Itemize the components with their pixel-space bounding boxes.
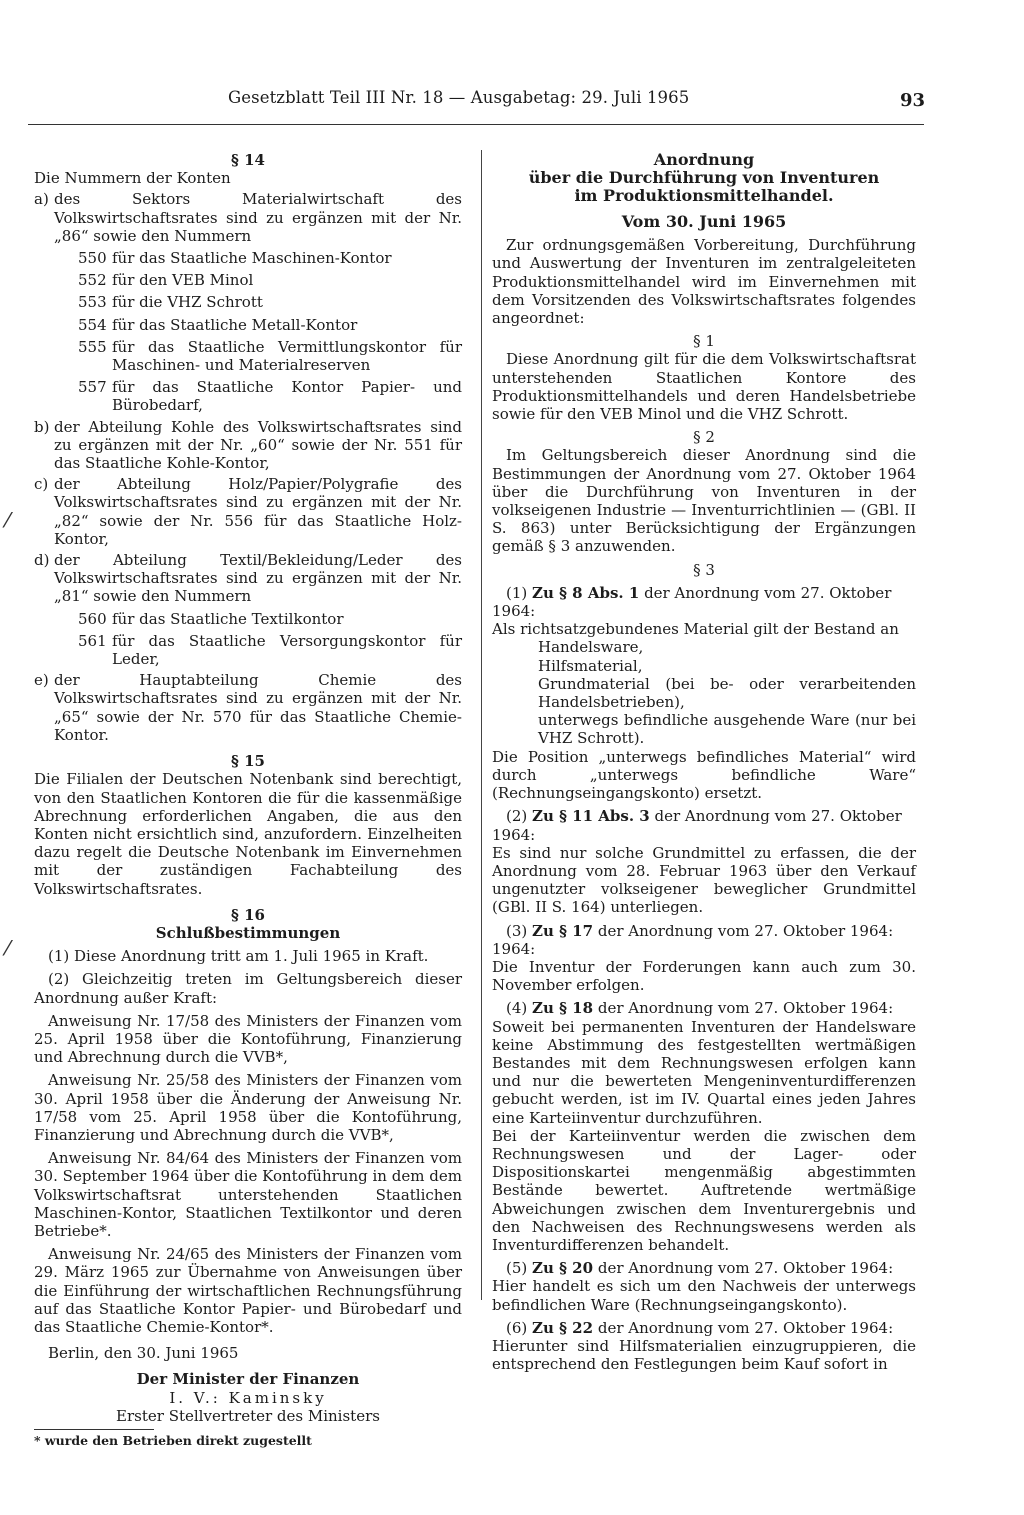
paragraph-1-text-2: Die Position „unterwegs befindliches Material“ wird durch „unterwegs befindliche Ware“ (Rechnungseingangskonto) ersetzt. [492, 747, 916, 803]
paragraph-reference-rest: der Anordnung vom 27. Oktober 1964: [492, 583, 892, 621]
account-number: 555 [78, 337, 107, 356]
item-label: c) [34, 475, 49, 494]
paragraph-3-heading [492, 922, 916, 958]
account-number: 550 [78, 249, 107, 268]
paragraph-4-text: Soweit bei permanenten Inventuren der Handelsware keine Abstimmung des festgestellten wertmäßigen Bestandes mit dem Rechnungswesen erfolgen kann und nur die bewerteten Mengeninventurdifferenzen gebucht werden, ist im IV. Quartal eines jeden Jahres eine Karteiinventur durchzuführen. [492, 1017, 916, 1127]
material-list-item: Handelsware, [538, 638, 644, 657]
section-heading-16: § 16 [231, 905, 265, 924]
material-list-item: Grundmaterial (bei be- oder verarbeitenden Handelsbetrieben), [538, 674, 916, 712]
section-heading-3: § 3 [693, 560, 715, 579]
title-line: Anordnung [653, 150, 755, 169]
paragraph-2-heading [492, 807, 916, 843]
item-label: d) [34, 551, 50, 570]
ordinance-title [492, 151, 916, 205]
paragraph-number: (4) [506, 999, 528, 1018]
footnote: * wurde den Betrieben direkt zugestellt [34, 1433, 312, 1448]
repealed-directive: Anweisung Nr. 84/64 des Ministers der Finanzen vom 30. September 1964 über die Kontoführung in dem dem Volkswirtschaftsrat unterstehenden Staatlichen Maschinen-Kontor, Staatlichen Textilkontor und deren Betriebe*. [34, 1149, 462, 1240]
paragraph-6-heading [492, 1319, 916, 1337]
account-entry [34, 293, 462, 311]
right-column [492, 151, 916, 1373]
section-16-paragraph-1: (1) Diese Anordnung tritt am 1. Juli 1965 in Kraft. [48, 947, 429, 966]
paragraph-reference: Zu § 17 [532, 921, 594, 940]
list-item-a [34, 190, 462, 245]
margin-tick-mark: ⁄ [6, 936, 10, 960]
item-text: der Abteilung Holz/Papier/Polygrafie des Volkswirtschaftsrates sind zu ergänzen mit der Nr. „82“ sowie der Nr. 556 für das Staatliche Holz-Kontor, [54, 475, 462, 548]
paragraph-number: (1) [506, 583, 528, 602]
paragraph-reference-rest: der Anordnung vom 27. Oktober 1964: [597, 999, 894, 1018]
title-line: über die Durchführung von Inventuren [528, 168, 880, 187]
column-divider [481, 150, 482, 1300]
repealed-directive: Anweisung Nr. 25/58 des Ministers der Finanzen vom 30. April 1958 über die Änderung der Anweisung Nr. 17/58 vom 25. April 1958 über die Kontoführung, Finanzierung und Abrechnung durch die VVB*, [34, 1071, 462, 1144]
account-number: 554 [78, 315, 107, 334]
account-number: 561 [78, 631, 107, 650]
item-label: b) [34, 417, 50, 436]
account-text: für die VHZ Schrott [112, 293, 263, 312]
header-rule [28, 124, 924, 125]
material-list-item: Hilfsmaterial, [538, 656, 643, 675]
item-label: a) [34, 190, 49, 209]
account-number: 552 [78, 271, 107, 290]
paragraph-3-text: Die Inventur der Forderungen kann auch zum 30. November erfolgen. [492, 957, 916, 995]
signer-role: Erster Stellvertreter des Ministers [116, 1406, 380, 1425]
list-item-c [34, 475, 462, 548]
running-title: Gesetzblatt Teil III Nr. 18 — Ausgabetag: 29. Juli 1965 [228, 88, 690, 107]
list-item-e [34, 671, 462, 744]
account-entry [34, 378, 462, 414]
item-label: e) [34, 671, 49, 690]
item-text: des Sektors Materialwirtschaft des Volkswirtschaftsrates sind zu ergänzen mit der Nr. „86“ sowie den Nummern [54, 190, 462, 245]
account-entry [34, 610, 462, 628]
section-14-intro: Die Nummern der Konten [34, 169, 231, 188]
paragraph-reference: Zu § 20 [532, 1259, 594, 1278]
paragraph-1-text: Als richtsatzgebundenes Material gilt der Bestand an [492, 620, 899, 639]
account-number: 553 [78, 293, 107, 312]
paragraph-reference-rest: der Anordnung vom 27. Oktober 1964: [492, 807, 902, 844]
paragraph-reference: Zu § 8 Abs. 1 [532, 583, 640, 602]
paragraph-reference-rest: der Anordnung vom 27. Oktober 1964: 1964: [492, 921, 894, 958]
paragraph-reference-rest: der Anordnung vom 27. Oktober 1964: [597, 1318, 894, 1337]
section-15-text: Die Filialen der Deutschen Notenbank sind berechtigt, von den Staatlichen Kontoren die für die kassenmäßige Abrechnung erforderlichen Angaben, die aus den Konten nicht ersichtlich sind, anzufordern. Einzelheiten dazu regelt die Deutsche Notenbank im Einvernehmen mit der zuständigen Fachabteilung des Volkswirtschaftsrates. [34, 770, 462, 898]
paragraph-number: (6) [506, 1318, 528, 1337]
paragraph-6-text: Hierunter sind Hilfsmaterialien einzugruppieren, die entsprechend den Festlegungen beim Kauf sofort in [492, 1336, 916, 1374]
paragraph-reference: Zu § 18 [532, 999, 594, 1018]
section-heading-15: § 15 [231, 752, 265, 771]
page-header [0, 88, 1024, 118]
section-16-paragraph-2: (2) Gleichzeitig treten im Geltungsbereich dieser Anordnung außer Kraft: [34, 970, 462, 1007]
section-heading-2: § 2 [693, 428, 715, 447]
material-list-item: unterwegs befindliche ausgehende Ware (nur bei VHZ Schrott). [538, 711, 916, 748]
repealed-directive: Anweisung Nr. 17/58 des Ministers der Finanzen vom 25. April 1958 über die Kontoführung, Finanzierung und Abrechnung durch die VVB*, [34, 1011, 462, 1067]
account-entry [34, 316, 462, 334]
margin-tick-mark: ⁄ [6, 508, 10, 532]
paragraph-4-text-2: Bei der Karteiinventur werden die zwischen dem Rechnungswesen und der Lager- oder Dispositionskartei mengenmäßig abgestimmten Bestände bewertet. Auftretende wertmäßige Abweichungen zwischen dem Inventurergebnis und den Nachweisen des Rechnungswesens werden als Inventurdifferenzen behandelt. [492, 1126, 916, 1254]
account-entry [34, 249, 462, 267]
paragraph-number: (2) [506, 807, 528, 826]
list-item-b [34, 418, 462, 473]
item-text: der Abteilung Textil/Bekleidung/Leder des Volkswirtschaftsrates sind zu ergänzen mit der Nr. „81“ sowie den Nummern [54, 551, 462, 606]
account-text: für das Staatliche Kontor Papier- und Bürobedarf, [112, 378, 462, 415]
paragraph-reference: Zu § 22 [532, 1318, 594, 1337]
account-text: für den VEB Minol [112, 271, 254, 290]
paragraph-reference-rest: der Anordnung vom 27. Oktober 1964: [597, 1259, 894, 1278]
paragraph-1-heading [492, 584, 916, 620]
account-entry [34, 271, 462, 289]
preamble: Zur ordnungsgemäßen Vorbereitung, Durchführung und Auswertung der Inventuren im zentralgeleiteten Produktionsmittelhandel wird im Einvernehmen mit dem Vorsitzenden des Volkswirtschaftsrates folgendes angeordnet: [492, 236, 916, 328]
account-number: 560 [78, 609, 107, 628]
section-heading-1: § 1 [693, 332, 715, 351]
place-date: Berlin, den 30. Juni 1965 [48, 1344, 239, 1363]
paragraph-number: (3) [506, 921, 528, 940]
account-entry [34, 338, 462, 374]
account-text: für das Staatliche Vermittlungskontor für Maschinen- und Materialreserven [112, 337, 462, 375]
repealed-directive: Anweisung Nr. 24/65 des Ministers der Finanzen vom 29. März 1965 zur Übernahme von Anweisungen über die Einführung der wirtschaftlichen Rechnungsführung auf das Staatliche Kontor Papier- und Bürobedarf und das Staatliche Chemie-Kontor*. [34, 1245, 462, 1336]
account-entry [34, 632, 462, 668]
title-line: im Produktionsmittelhandel. [574, 186, 834, 205]
paragraph-reference: Zu § 11 Abs. 3 [532, 807, 650, 826]
paragraph-4-heading [492, 999, 916, 1017]
paragraph-2-text: Es sind nur solche Grundmittel zu erfassen, die der Anordnung vom 28. Februar 1963 über den Verkauf ungenutzter volkseigener beweglicher Grundmittel (GBl. II S. 164) unterliegen. [492, 843, 916, 917]
page-number: 93 [900, 90, 926, 111]
signer-name: I. V.: Kaminsky [169, 1388, 327, 1407]
account-text: für das Staatliche Maschinen-Kontor [112, 249, 392, 268]
left-column [34, 151, 462, 1450]
item-text: der Abteilung Kohle des Volkswirtschaftsrates sind zu ergänzen mit der Nr. „60“ sowie der Nr. 551 für das Staatliche Kohle-Kontor, [54, 417, 462, 473]
ordinance-date: Vom 30. Juni 1965 [621, 212, 787, 231]
paragraph-number: (5) [506, 1259, 528, 1278]
section-1-text: Diese Anordnung gilt für die dem Volkswirtschaftsrat unterstehenden Staatlichen Kontore des Produktionsmittelhandels und deren Handelsbetriebe sowie für den VEB Minol und die VHZ Schrott. [492, 350, 916, 424]
account-text: für das Staatliche Versorgungskontor für Leder, [112, 631, 462, 669]
paragraph-5-heading [492, 1259, 916, 1277]
item-text: der Hauptabteilung Chemie des Volkswirtschaftsrates sind zu ergänzen mit der Nr. „65“ sowie der Nr. 570 für das Staatliche Chemie-Kontor. [54, 671, 462, 744]
footnote-rule [34, 1429, 154, 1430]
section-heading-14: § 14 [231, 151, 265, 169]
account-text: für das Staatliche Textilkontor [112, 609, 344, 628]
section-16-title: Schlußbestimmungen [155, 923, 341, 942]
account-text: für das Staatliche Metall-Kontor [112, 315, 358, 334]
list-item-d [34, 551, 462, 606]
section-2-text: Im Geltungsbereich dieser Anordnung sind die Bestimmungen der Anordnung vom 27. Oktober 1964 über die Durchführung von Inventuren in der volkseigenen Industrie — Inventurrichtlinien — (GBl. II S. 863) unter Berücksichtigung der Ergänzungen gemäß § 3 anzuwenden. [492, 446, 916, 556]
account-number: 557 [78, 378, 107, 397]
paragraph-5-text: Hier handelt es sich um den Nachweis der unterwegs befindlichen Ware (Rechnungseingangskonto). [492, 1277, 916, 1314]
signer-title: Der Minister der Finanzen [136, 1370, 360, 1389]
